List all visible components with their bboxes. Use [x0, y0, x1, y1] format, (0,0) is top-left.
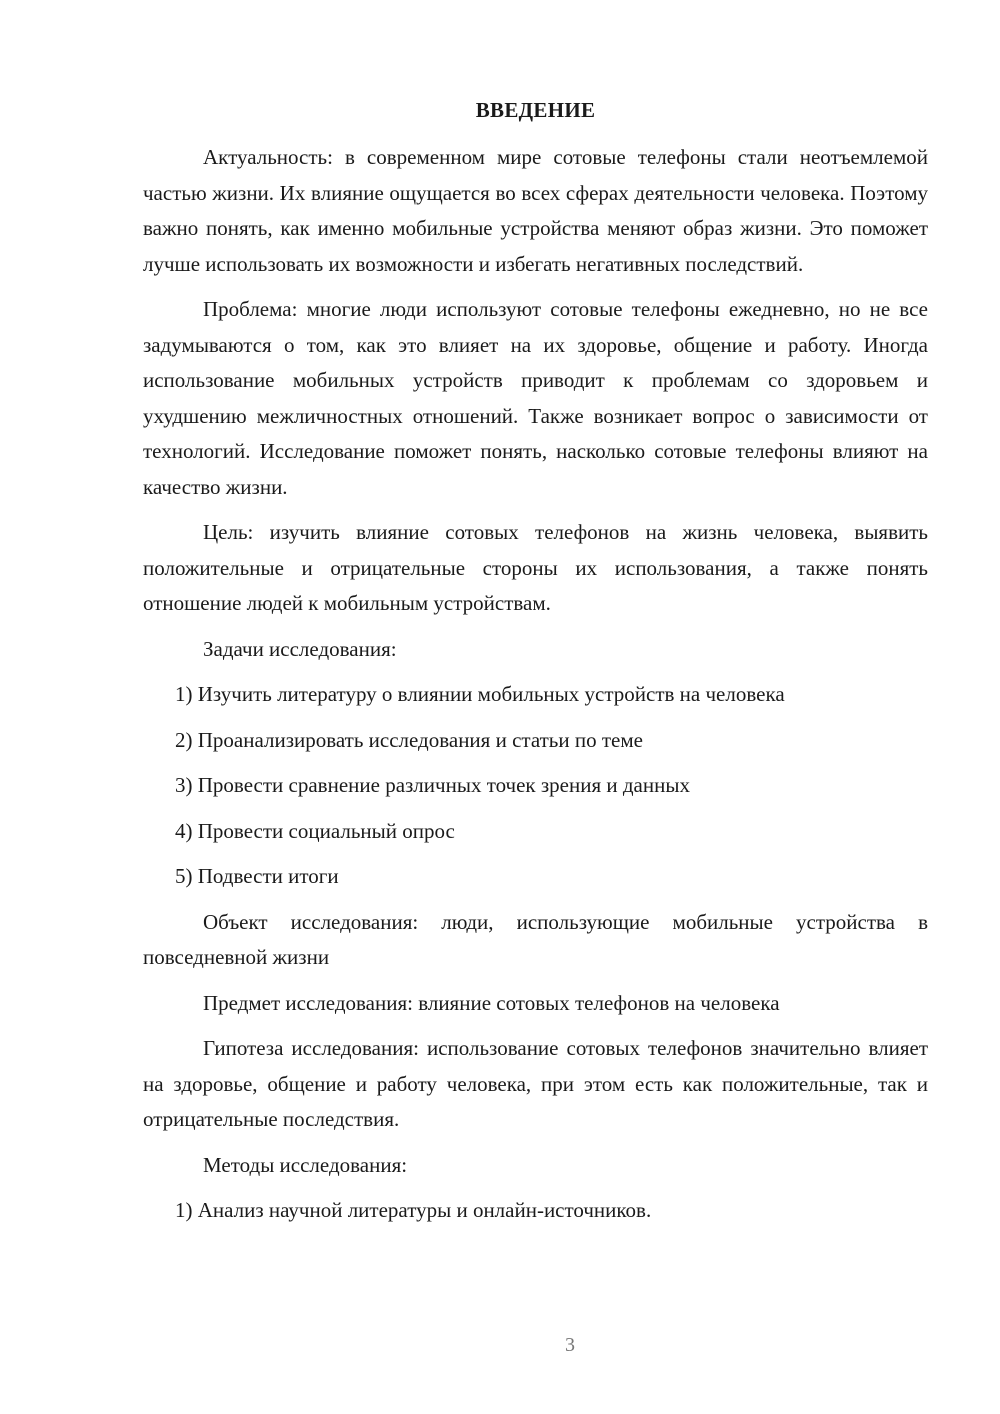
list-item: 5) Подвести итоги — [175, 864, 339, 888]
page-number: 3 — [565, 1334, 575, 1356]
list-item: 2) Проанализировать исследования и статьи по теме — [175, 727, 643, 752]
list-item: 1) Изучить литературу о влиянии мобильных устройств на человека — [175, 682, 785, 706]
tasks-list — [143, 677, 928, 895]
object-paragraph: Объект исследования: люди, использующие мобильные устройства в повседневной жизни — [143, 909, 928, 969]
list-item: 1) Анализ научной литературы и онлайн-источников. — [175, 1198, 652, 1222]
methods-heading: Методы исследования: — [203, 1152, 408, 1177]
page-title: ВВЕДЕНИЕ — [475, 98, 596, 122]
list-item: 4) Провести социальный опрос — [175, 818, 455, 843]
problem-paragraph: Проблема: многие люди используют сотовые телефоны ежедневно, но не все задумываются о том, как это влияет на их здоровье, общение и работу. Иногда использование мобильных устройств приводит к проблемам со здоровьем и ухудшению межличностных отношений. Также возникает вопрос о зависимости от технологий. Исследование поможет понять, насколько сотовые телефоны влияют на качество жизни. — [143, 297, 928, 499]
subject-paragraph: Предмет исследования: влияние сотовых телефонов на человека — [203, 990, 780, 1015]
list-item: 3) Провести сравнение различных точек зрения и данных — [175, 773, 690, 797]
tasks-heading: Задачи исследования: — [203, 636, 397, 661]
relevance-paragraph: Актуальность: в современном мире сотовые телефоны стали неотъемлемой частью жизни. Их влияние ощущается во всех сферах деятельности человека. Поэтому важно понять, как именно мобильные устройства меняют образ жизни. Это поможет лучше использовать их возможности и избегать негативных последствий. — [143, 145, 928, 276]
document-page — [143, 92, 928, 1239]
methods-list — [143, 1193, 928, 1229]
hypothesis-paragraph: Гипотеза исследования: использование сотовых телефонов значительно влияет на здоровье, общение и работу человека, при этом есть как положительные, так и отрицательные последствия. — [143, 1036, 928, 1131]
goal-paragraph: Цель: изучить влияние сотовых телефонов на жизнь человека, выявить положительные и отрицательные стороны их использования, а также понять отношение людей к мобильным устройствам. — [143, 520, 928, 615]
